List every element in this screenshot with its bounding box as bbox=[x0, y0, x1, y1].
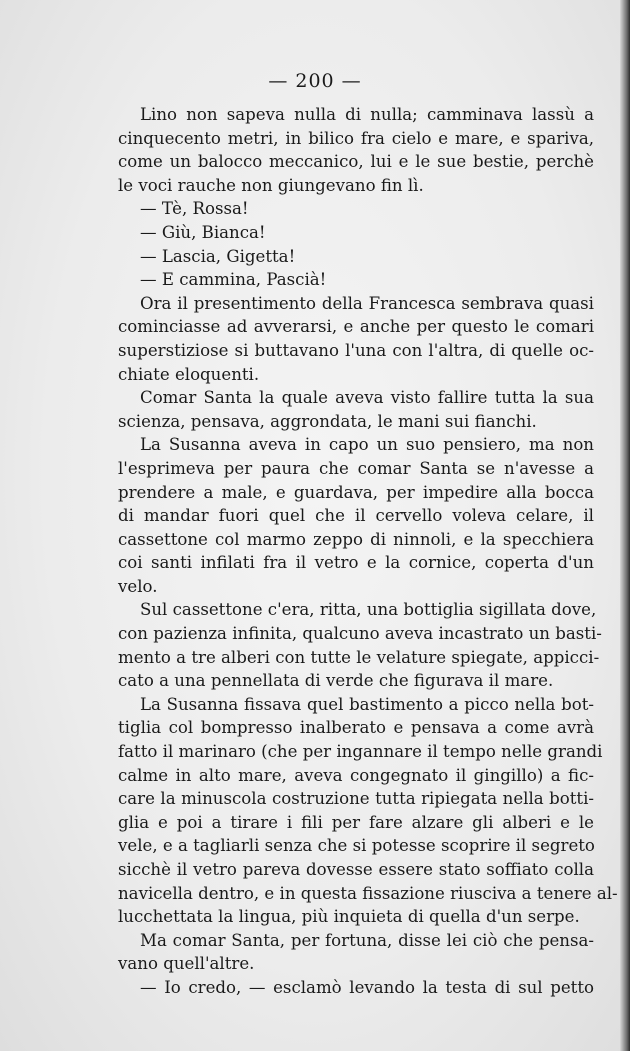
text-line: — Tè, Rossa! bbox=[140, 199, 249, 219]
text-line: navicella dentro, e in questa fissazione riusciva a tenere al- bbox=[118, 883, 618, 903]
text-line: Lino non sapeva nulla di nulla; camminava lassù a bbox=[140, 105, 594, 124]
text-line: Ora il presentimento della Francesca sembrava quasi bbox=[140, 293, 594, 313]
text-line: La Susanna aveva in capo un suo pensiero, ma non bbox=[140, 435, 594, 455]
text-line: l'esprimeva per paura che comar Santa se n'avesse a bbox=[118, 458, 594, 478]
text-line: Ma comar Santa, per fortuna, disse lei ciò che pensa- bbox=[140, 930, 594, 950]
page-edge-shadow bbox=[620, 0, 630, 1051]
text-line: calme in alto mare, aveva congegnato il gingillo) a fic- bbox=[118, 765, 594, 785]
text-line: coi santi infilati fra il vetro e la cornice, coperta d'un bbox=[118, 553, 594, 573]
text-line: Sul cassettone c'era, ritta, una bottiglia sigillata dove, bbox=[140, 600, 597, 620]
text-line: cinquecento metri, in bilico fra cielo e mare, e spariva, bbox=[118, 128, 594, 148]
text-line: cato a una pennellata di verde che figurava il mare. bbox=[118, 671, 554, 691]
page-number: — 200 — bbox=[268, 70, 362, 92]
text-line: mento a tre alberi con tutte le velature spiegate, appicci- bbox=[118, 647, 600, 667]
text-line: come un balocco meccanico, lui e le sue bestie, perchè bbox=[118, 152, 594, 172]
text-line: le voci rauche non giungevano fin lì. bbox=[118, 175, 424, 195]
text-line: Comar Santa la quale aveva visto fallire tutta la sua bbox=[140, 388, 594, 408]
text-line: prendere a male, e guardava, per impedire alla bocca bbox=[118, 482, 594, 502]
text-line: superstiziose si buttavano l'una con l'altra, di quelle oc- bbox=[118, 340, 594, 360]
text-line: cassettone col marmo zeppo di ninnoli, e la specchiera bbox=[118, 529, 594, 549]
text-line: — Io credo, — esclamò levando la testa di sul petto bbox=[140, 977, 594, 997]
text-line: tiglia col bompresso inalberato e pensava a come avrà bbox=[118, 718, 594, 738]
text-line: scienza, pensava, aggrondata, le mani sui fianchi. bbox=[118, 411, 537, 431]
text-line: cominciasse ad avverarsi, e anche per questo le comari bbox=[118, 317, 594, 337]
text-line: — E cammina, Pascià! bbox=[140, 270, 327, 290]
text-line: — Giù, Bianca! bbox=[140, 222, 266, 242]
text-line: con pazienza infinita, qualcuno aveva incastrato un basti- bbox=[118, 624, 602, 644]
text-line: di mandar fuori quel che il cervello voleva celare, il bbox=[118, 506, 594, 526]
text-line: La Susanna fissava quel bastimento a picco nella bot- bbox=[140, 694, 594, 714]
text-line: velo. bbox=[118, 576, 158, 596]
text-line: lucchettata la lingua, più inquieta di quella d'un serpe. bbox=[118, 907, 580, 927]
text-line: sicchè il vetro pareva dovesse essere stato soffiato colla bbox=[118, 860, 594, 879]
text-line: — Lascia, Gigetta! bbox=[140, 246, 296, 266]
text-line: fatto il marinaro (che per ingannare il tempo nelle grandi bbox=[118, 742, 603, 762]
text-line: chiate eloquenti. bbox=[118, 364, 260, 384]
text-line: glia e poi a tirare i fili per fare alzare gli alberi e le bbox=[118, 812, 594, 832]
text-line: vano quell'altre. bbox=[118, 954, 255, 974]
body-text bbox=[118, 103, 618, 1000]
text-line: care la minuscola costruzione tutta ripiegata nella botti- bbox=[118, 789, 594, 809]
text-line: vele, e a tagliarli senza che si potesse scoprire il segreto bbox=[118, 836, 595, 856]
